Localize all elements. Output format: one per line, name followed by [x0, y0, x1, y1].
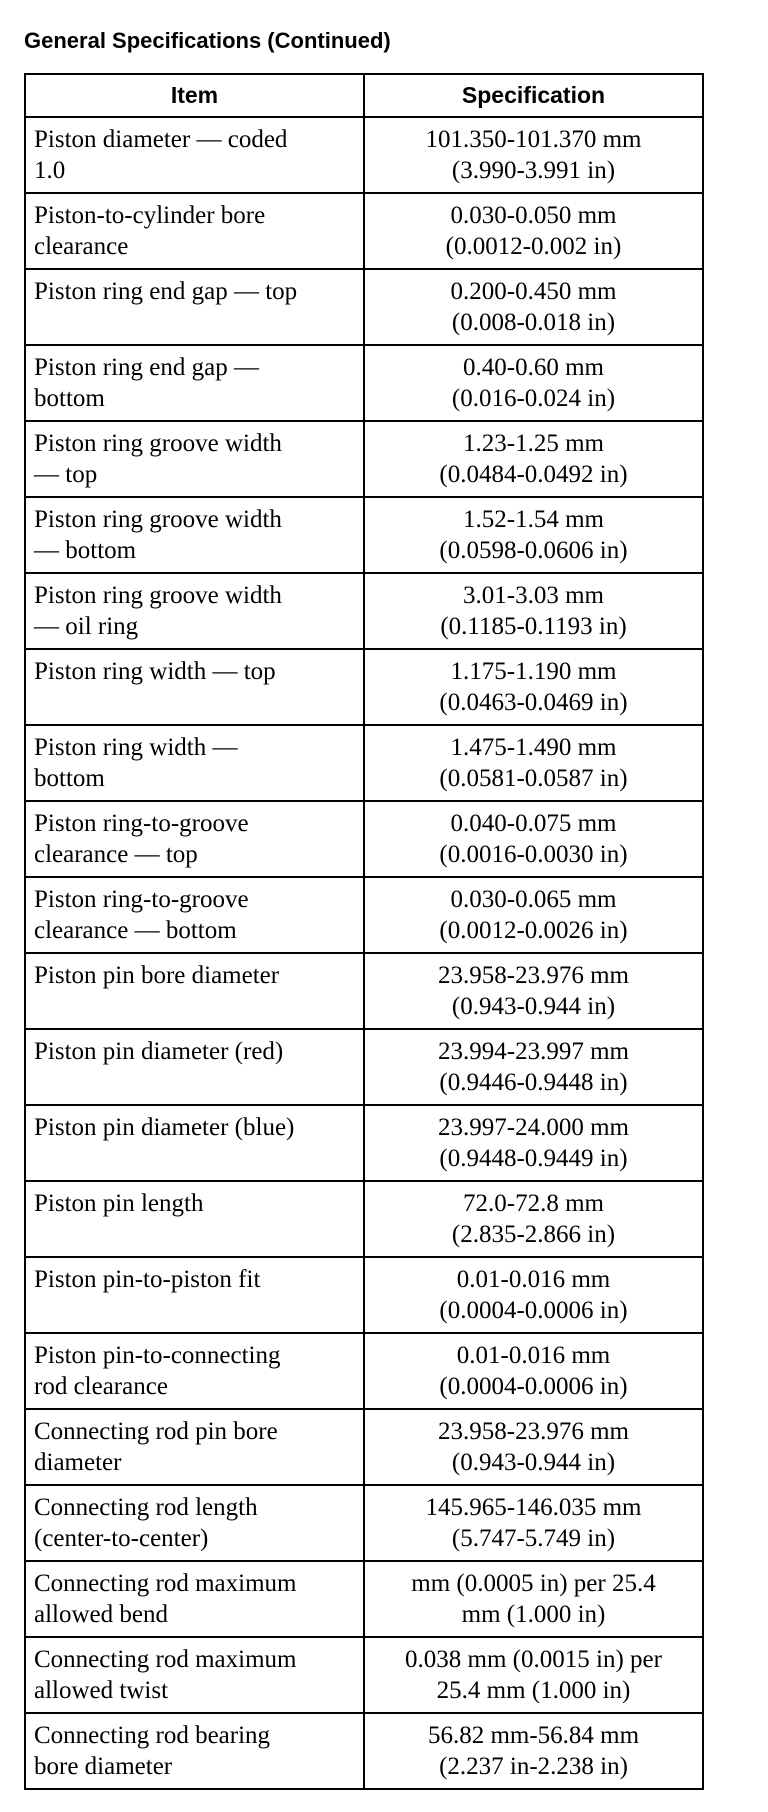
specification-cell: 101.350-101.370 mm (3.990-3.991 in)	[364, 117, 703, 193]
table-row	[25, 269, 703, 345]
specification-cell: 3.01-3.03 mm (0.1185-0.1193 in)	[364, 573, 703, 649]
item-cell: Piston pin bore diameter	[25, 953, 364, 1029]
specification-cell: 0.030-0.050 mm (0.0012-0.002 in)	[364, 193, 703, 269]
specification-cell: 0.038 mm (0.0015 in) per 25.4 mm (1.000 in)	[364, 1637, 703, 1713]
table-row	[25, 1333, 703, 1409]
specification-cell: 145.965-146.035 mm (5.747-5.749 in)	[364, 1485, 703, 1561]
table-body	[25, 117, 703, 1789]
item-cell: Piston pin diameter (blue)	[25, 1105, 364, 1181]
table-row	[25, 1409, 703, 1485]
specification-cell: 23.994-23.997 mm (0.9446-0.9448 in)	[364, 1029, 703, 1105]
specification-cell: 1.475-1.490 mm (0.0581-0.0587 in)	[364, 725, 703, 801]
table-row	[25, 1561, 703, 1637]
table-row	[25, 1257, 703, 1333]
column-header-specification: Specification	[364, 74, 703, 117]
specification-cell: 0.01-0.016 mm (0.0004-0.0006 in)	[364, 1333, 703, 1409]
item-cell: Connecting rod bearing bore diameter	[25, 1713, 364, 1789]
specification-cell: 0.030-0.065 mm (0.0012-0.0026 in)	[364, 877, 703, 953]
table-row	[25, 1637, 703, 1713]
item-cell: Piston ring-to-groove clearance — bottom	[25, 877, 364, 953]
specification-cell: 23.958-23.976 mm (0.943-0.944 in)	[364, 1409, 703, 1485]
table-row	[25, 1181, 703, 1257]
specification-cell: 1.52-1.54 mm (0.0598-0.0606 in)	[364, 497, 703, 573]
table-row	[25, 953, 703, 1029]
specifications-table	[24, 73, 704, 1790]
table-header-row	[25, 74, 703, 117]
item-cell: Piston ring width — bottom	[25, 725, 364, 801]
item-cell: Piston ring groove width — oil ring	[25, 573, 364, 649]
specification-cell: 23.997-24.000 mm (0.9448-0.9449 in)	[364, 1105, 703, 1181]
specification-cell: 0.200-0.450 mm (0.008-0.018 in)	[364, 269, 703, 345]
table-row	[25, 117, 703, 193]
item-cell: Connecting rod pin bore diameter	[25, 1409, 364, 1485]
specification-cell: 0.01-0.016 mm (0.0004-0.0006 in)	[364, 1257, 703, 1333]
item-cell: Piston pin-to-piston fit	[25, 1257, 364, 1333]
table-row	[25, 345, 703, 421]
column-header-item: Item	[25, 74, 364, 117]
specification-cell: 56.82 mm-56.84 mm (2.237 in-2.238 in)	[364, 1713, 703, 1789]
item-cell: Piston ring-to-groove clearance — top	[25, 801, 364, 877]
table-row	[25, 1713, 703, 1789]
item-cell: Piston ring width — top	[25, 649, 364, 725]
specification-cell: 0.040-0.075 mm (0.0016-0.0030 in)	[364, 801, 703, 877]
item-cell: Piston ring groove width — bottom	[25, 497, 364, 573]
item-cell: Piston pin length	[25, 1181, 364, 1257]
table-row	[25, 725, 703, 801]
specification-cell: mm (0.0005 in) per 25.4 mm (1.000 in)	[364, 1561, 703, 1637]
item-cell: Connecting rod maximum allowed twist	[25, 1637, 364, 1713]
item-cell: Piston pin diameter (red)	[25, 1029, 364, 1105]
table-row	[25, 421, 703, 497]
table-row	[25, 193, 703, 269]
table-row	[25, 877, 703, 953]
item-cell: Piston pin-to-connecting rod clearance	[25, 1333, 364, 1409]
page-title: General Specifications (Continued)	[24, 28, 391, 53]
table-row	[25, 1105, 703, 1181]
item-cell: Piston ring end gap — bottom	[25, 345, 364, 421]
item-cell: Connecting rod maximum allowed bend	[25, 1561, 364, 1637]
specification-cell: 23.958-23.976 mm (0.943-0.944 in)	[364, 953, 703, 1029]
table-row	[25, 801, 703, 877]
table-row	[25, 1485, 703, 1561]
specification-cell: 72.0-72.8 mm (2.835-2.866 in)	[364, 1181, 703, 1257]
table-row	[25, 573, 703, 649]
item-cell: Piston ring end gap — top	[25, 269, 364, 345]
specification-cell: 1.23-1.25 mm (0.0484-0.0492 in)	[364, 421, 703, 497]
table-row	[25, 1029, 703, 1105]
table-row	[25, 649, 703, 725]
table-row	[25, 497, 703, 573]
item-cell: Connecting rod length (center-to-center)	[25, 1485, 364, 1561]
item-cell: Piston diameter — coded 1.0	[25, 117, 364, 193]
item-cell: Piston ring groove width — top	[25, 421, 364, 497]
specification-cell: 1.175-1.190 mm (0.0463-0.0469 in)	[364, 649, 703, 725]
specification-cell: 0.40-0.60 mm (0.016-0.024 in)	[364, 345, 703, 421]
item-cell: Piston-to-cylinder bore clearance	[25, 193, 364, 269]
